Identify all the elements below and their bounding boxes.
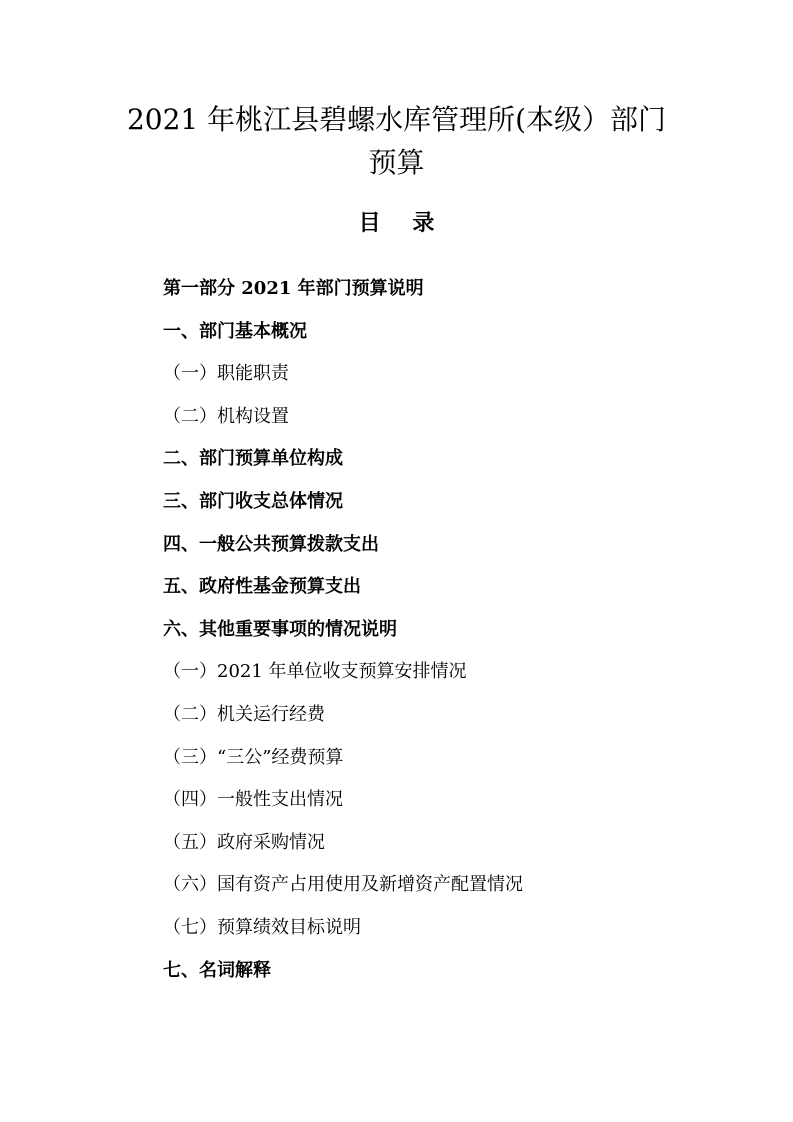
toc-item: （二）机构设置 <box>163 405 289 427</box>
document-title-continued: 预算 <box>368 146 425 179</box>
toc-item: 七、名词解释 <box>163 959 271 981</box>
toc-item: （一）职能职责 <box>163 363 289 385</box>
toc-item: （二）机关运行经费 <box>163 703 325 725</box>
toc-heading: 目 录 <box>358 210 447 236</box>
toc-item: 四、一般公共预算拨款支出 <box>163 533 379 555</box>
toc-item: （一）2021 年单位收支预算安排情况 <box>163 661 467 683</box>
toc-item: （七）预算绩效目标说明 <box>163 916 361 938</box>
toc-item: （六）国有资产占用使用及新增资产配置情况 <box>163 874 523 896</box>
toc-item: 六、其他重要事项的情况说明 <box>163 618 397 640</box>
table-of-contents <box>163 273 723 997</box>
toc-item: 第一部分 2021 年部门预算说明 <box>163 278 424 299</box>
document-title: 2021 年桃江县碧螺水库管理所(本级）部门 <box>126 103 667 136</box>
toc-item: 二、部门预算单位构成 <box>163 448 343 470</box>
toc-item: （三）“三公”经费预算 <box>163 746 344 768</box>
toc-item: 五、政府性基金预算支出 <box>163 576 361 598</box>
toc-item: （五）政府采购情况 <box>163 831 325 853</box>
toc-item: 一、部门基本概况 <box>163 320 307 342</box>
toc-item: （四）一般性支出情况 <box>163 789 343 811</box>
toc-item: 三、部门收支总体情况 <box>163 490 343 512</box>
